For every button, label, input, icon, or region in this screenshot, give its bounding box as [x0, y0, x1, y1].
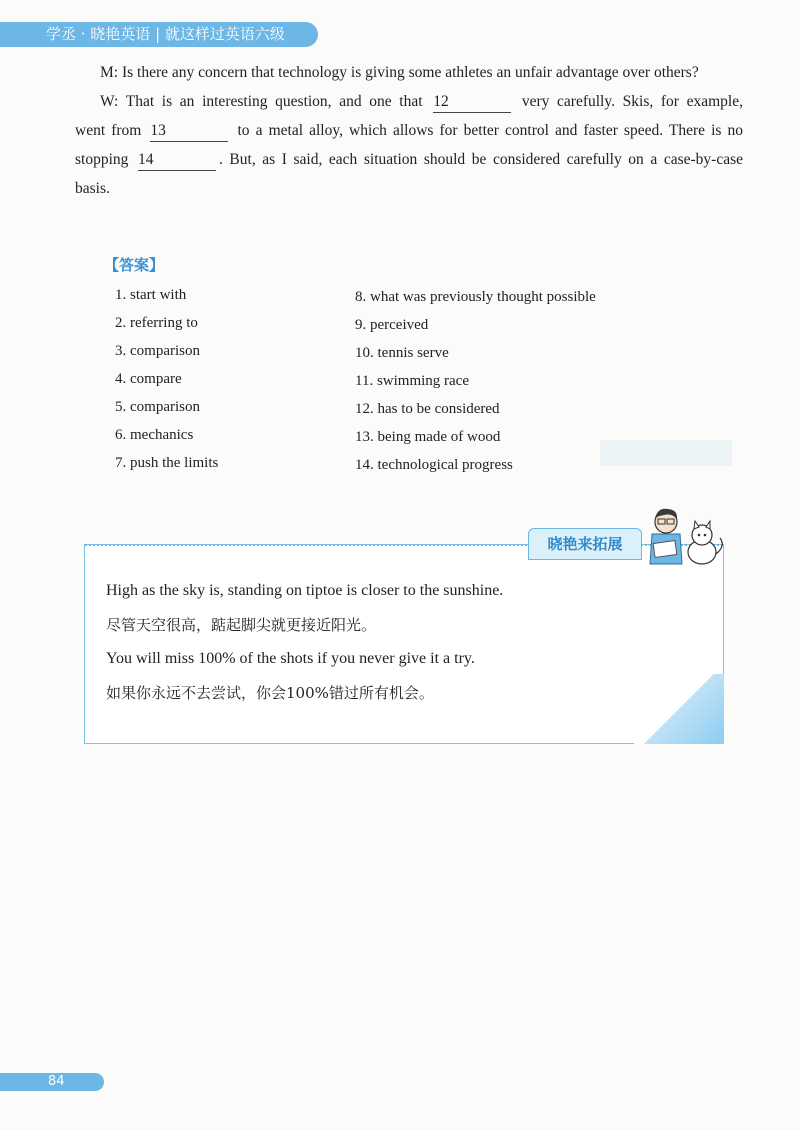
text-segment: stopping [75, 151, 129, 168]
blank-14: 14 [138, 149, 216, 171]
answer-item: 12. has to be considered [355, 401, 500, 417]
mascot-icon [636, 504, 728, 568]
dialogue-w-line-3 [75, 145, 743, 174]
answer-item: 2. referring to [115, 315, 198, 331]
quote-chinese: 如果你永远不去尝试，你会100%错过所有机会。 [106, 684, 434, 702]
dialogue-w-line-1 [75, 87, 743, 116]
extension-label: 晓艳来拓展 [528, 528, 642, 560]
answer-item: 5. comparison [115, 399, 200, 415]
quote-chinese: 尽管天空很高，踮起脚尖就更接近阳光。 [106, 616, 377, 634]
answer-item: 4. compare [115, 371, 182, 387]
answer-item: 11. swimming race [355, 373, 470, 389]
dialogue-text [75, 58, 743, 203]
text-segment: to a metal alloy, which allows for better control and faster speed. There is no [237, 122, 744, 139]
answer-item: 10. tennis serve [355, 345, 449, 361]
text-segment: W: That is an interesting question, and one that [100, 93, 423, 110]
dialogue-m-line: M: Is there any concern that technology is giving some athletes an unfair advantage over others? [100, 64, 699, 81]
faint-highlight [600, 440, 732, 466]
extension-text [106, 574, 503, 710]
header-title: 学丞 · 晓艳英语 | 就这样过英语六级 [0, 22, 318, 47]
dialogue-w-line-4: basis. [75, 180, 110, 197]
page-curl-decoration [634, 674, 724, 744]
answer-item: 7. push the limits [115, 455, 219, 471]
answer-item: 1. start with [115, 287, 187, 303]
answer-item: 8. what was previously thought possible [355, 289, 596, 305]
answer-item: 14. technological progress [355, 457, 513, 473]
text-segment: . But, as I said, each situation should be considered carefully on a case-by-case [218, 151, 743, 168]
blank-12: 12 [433, 91, 511, 113]
answer-list-left [115, 281, 218, 477]
quote-english: High as the sky is, standing on tiptoe is closer to the sunshine. [106, 582, 504, 599]
answer-item: 9. perceived [355, 317, 429, 333]
text-segment: went from [75, 122, 142, 139]
answer-item: 13. being made of wood [355, 429, 501, 445]
dialogue-w-line-2 [75, 116, 743, 145]
answer-heading: 【答案】 [104, 256, 165, 274]
answer-list-right [355, 283, 596, 479]
text-segment: very carefully. Skis, for example, [521, 93, 743, 110]
quote-english: You will miss 100% of the shots if you never give it a try. [106, 650, 475, 667]
answer-item: 6. mechanics [115, 427, 194, 443]
page-number: 84 [0, 1073, 104, 1091]
blank-13: 13 [150, 120, 228, 142]
answer-item: 3. comparison [115, 343, 200, 359]
